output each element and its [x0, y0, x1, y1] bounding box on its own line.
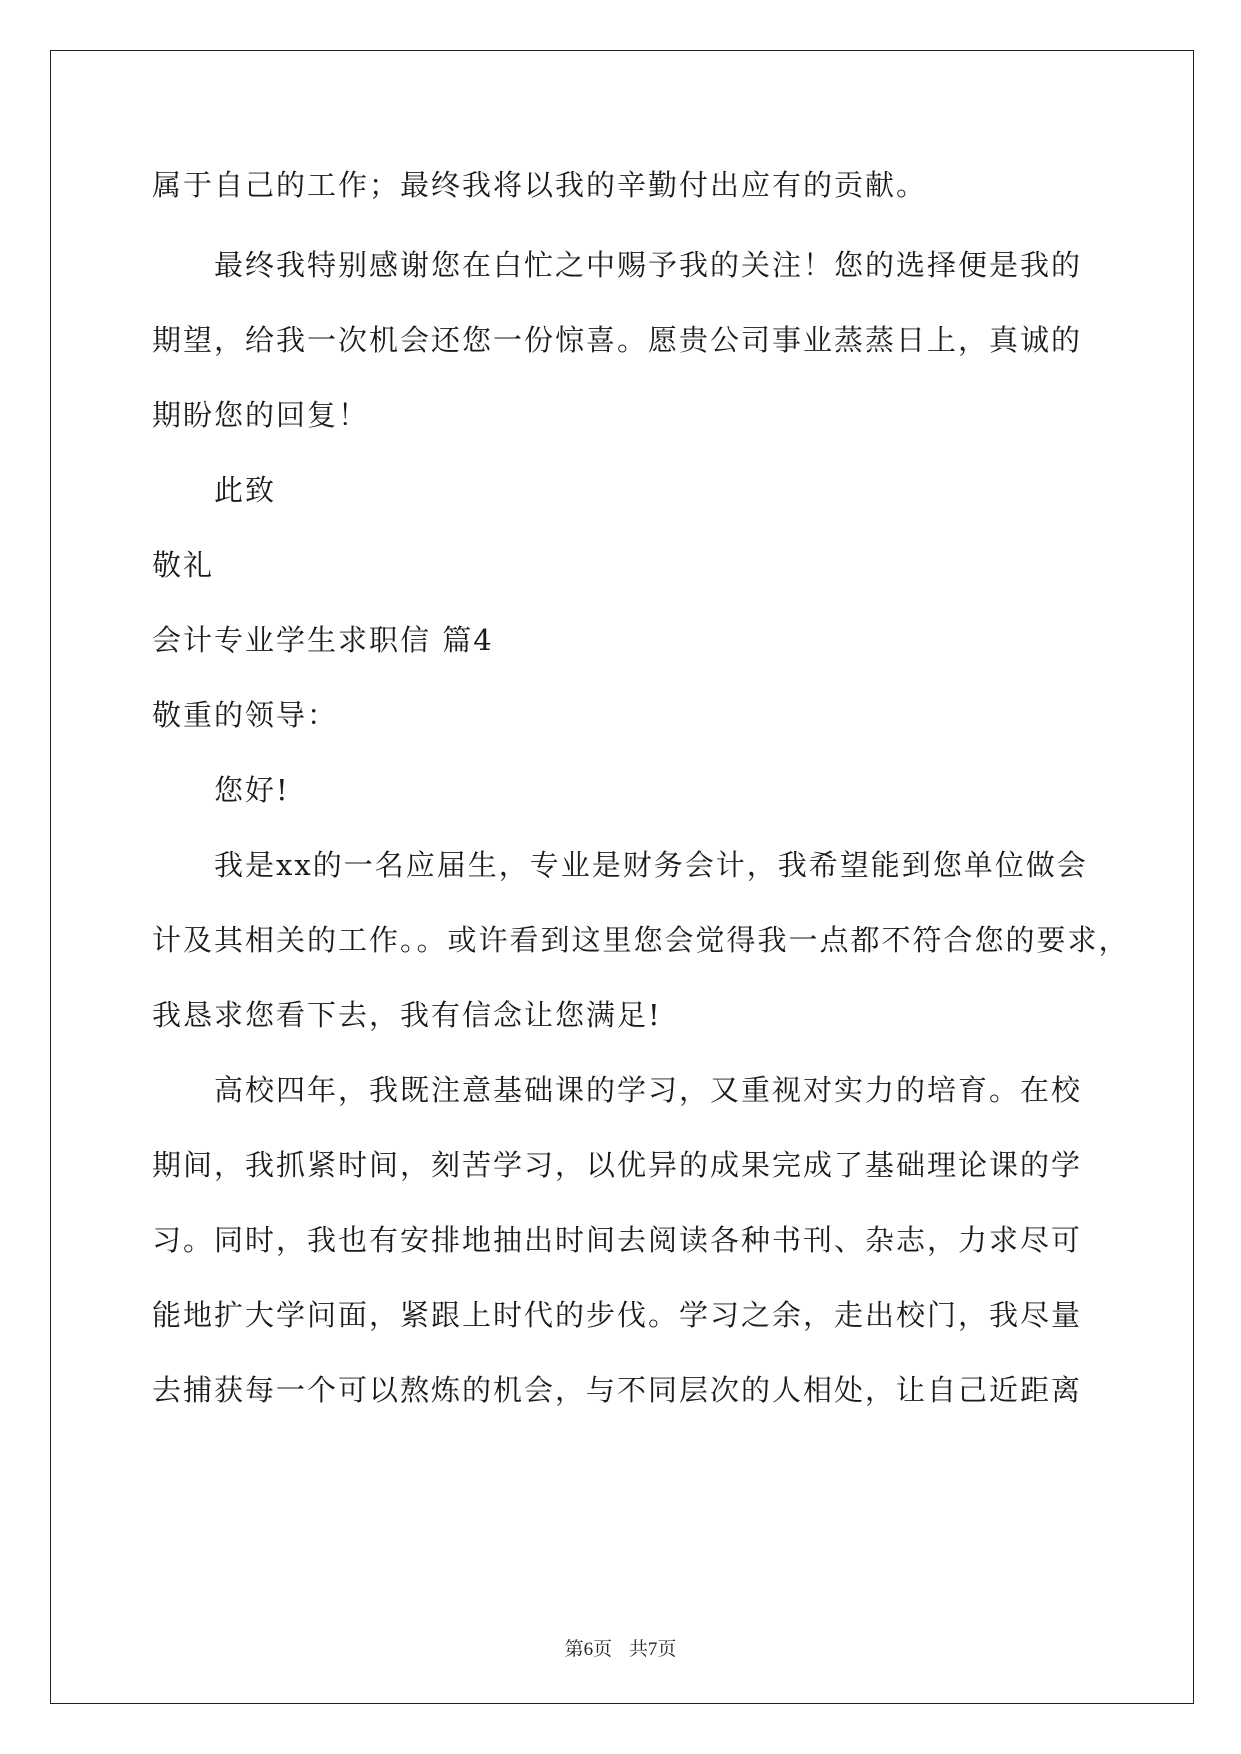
- text-line: 习。同时，我也有安排地抽出时间去阅读各种书刊、杂志，力求尽可: [152, 1223, 1083, 1257]
- text-line: 最终我特别感谢您在白忙之中赐予我的关注！您的选择便是我的: [214, 248, 1083, 282]
- page-total: 共7页: [628, 1639, 677, 1660]
- text-line: 期望，给我一次机会还您一份惊喜。愿贵公司事业蒸蒸日上，真诚的: [152, 323, 1083, 357]
- salutation: 敬重的领导：: [152, 698, 339, 732]
- text-line: 敬礼: [152, 548, 215, 582]
- text-line: 能地扩大学问面，紧跟上时代的步伐。学习之余，走出校门，我尽量: [152, 1298, 1083, 1332]
- page-footer: [0, 1634, 1241, 1661]
- text-line: 此致: [214, 473, 277, 507]
- page-number: 第6页: [564, 1639, 613, 1660]
- greeting: 您好!: [214, 773, 290, 807]
- text-line: 计及其相关的工作。。或许看到这里您会觉得我一点都不符合您的要求，: [152, 923, 1130, 957]
- text-line: 属于自己的工作；最终我将以我的辛勤付出应有的贡献。: [152, 168, 928, 202]
- text-line: 我是xx的一名应届生，专业是财务会计，我希望能到您单位做会: [214, 848, 1088, 882]
- text-line: 期间，我抓紧时间，刻苦学习，以优异的成果完成了基础理论课的学: [152, 1148, 1083, 1182]
- text-line: 去捕获每一个可以熬炼的机会，与不同层次的人相处，让自己近距离: [152, 1373, 1083, 1407]
- text-line: 我恳求您看下去，我有信念让您满足!: [152, 998, 662, 1032]
- text-line: 期盼您的回复！: [152, 398, 370, 432]
- text-line: 高校四年，我既注意基础课的学习，又重视对实力的培育。在校: [214, 1073, 1083, 1107]
- section-heading: 会计专业学生求职信 篇4: [152, 623, 494, 657]
